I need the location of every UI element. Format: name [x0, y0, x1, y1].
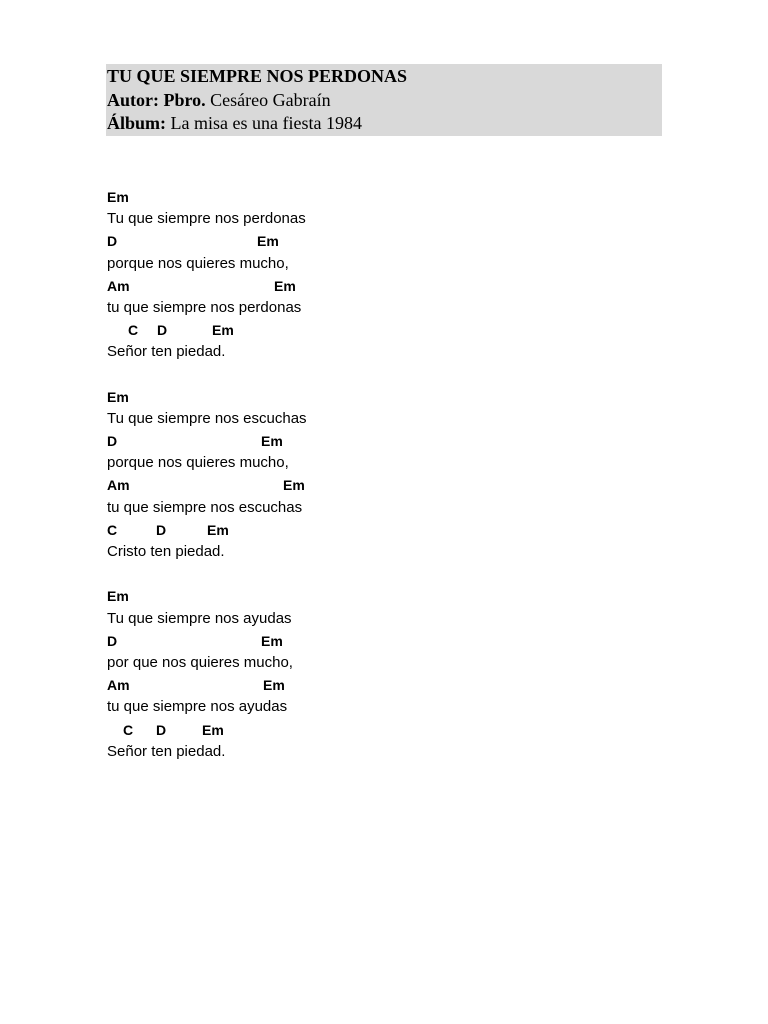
chord: Em: [107, 388, 129, 405]
album-line: [107, 112, 362, 134]
chord: D: [156, 521, 167, 538]
author-line: [107, 89, 331, 111]
chord: Em: [212, 322, 234, 339]
lyric-line: tu que siempre nos perdonas: [107, 298, 302, 316]
chord: Am: [107, 477, 130, 494]
lyric-line: Tu que siempre nos ayudas: [107, 609, 292, 627]
lyric-line: Tu que siempre nos perdonas: [107, 210, 306, 228]
lyric-line: Cristo ten piedad.: [107, 543, 225, 560]
chord-line: [107, 719, 667, 741]
lyric-line: porque nos quieres mucho,: [107, 254, 289, 272]
chord: C: [107, 521, 118, 538]
chord: D: [107, 233, 118, 250]
chord: D: [157, 322, 168, 339]
chord: Am: [107, 677, 130, 694]
chord: Em: [274, 277, 296, 294]
chord: Em: [107, 189, 129, 205]
lyric-line: por que nos quieres mucho,: [107, 653, 293, 671]
chord-line: [107, 674, 667, 696]
lyric-line: Señor ten piedad.: [107, 343, 226, 361]
chord: Em: [257, 233, 279, 250]
album-name: La misa es una fiesta 1984: [170, 113, 362, 133]
chord: Em: [263, 677, 285, 694]
stanza: [107, 186, 667, 364]
chord: D: [107, 632, 118, 649]
chord-line: [107, 519, 667, 541]
chord-line: [107, 275, 667, 297]
lyric-line: porque nos quieres mucho,: [107, 454, 289, 472]
chord-line: [107, 319, 667, 341]
chord-line: [107, 186, 667, 208]
chord: Em: [261, 433, 283, 450]
chord-line: [107, 585, 667, 607]
chord: C: [128, 322, 139, 339]
chord-line: [107, 630, 667, 652]
chord: Em: [261, 632, 283, 649]
song-title: TU QUE SIEMPRE NOS PERDONAS: [107, 66, 408, 86]
lyric-line: Señor ten piedad.: [107, 742, 226, 760]
stanza: [107, 386, 667, 564]
chord: D: [156, 721, 167, 738]
chord-line: [107, 430, 667, 452]
lyric-line: tu que siempre nos escuchas: [107, 498, 303, 516]
album-label: Álbum:: [107, 113, 167, 133]
lyric-line: tu que siempre nos ayudas: [107, 698, 288, 716]
chord: Am: [107, 277, 130, 294]
chord-line: [107, 474, 667, 496]
chord: Em: [107, 588, 129, 605]
chord: Em: [207, 521, 229, 538]
stanza: [107, 585, 667, 763]
chord-line: [107, 230, 667, 252]
author-label: Autor: Pbro.: [107, 90, 206, 110]
song-header: [106, 64, 662, 136]
lyric-line: Tu que siempre nos escuchas: [107, 409, 307, 427]
chord: Em: [283, 477, 305, 494]
chord: C: [123, 721, 134, 738]
author-name: Cesáreo Gabraín: [210, 90, 331, 110]
chord-line: [107, 386, 667, 408]
song-body: [107, 186, 667, 763]
chord: D: [107, 433, 118, 450]
chord: Em: [202, 721, 224, 738]
